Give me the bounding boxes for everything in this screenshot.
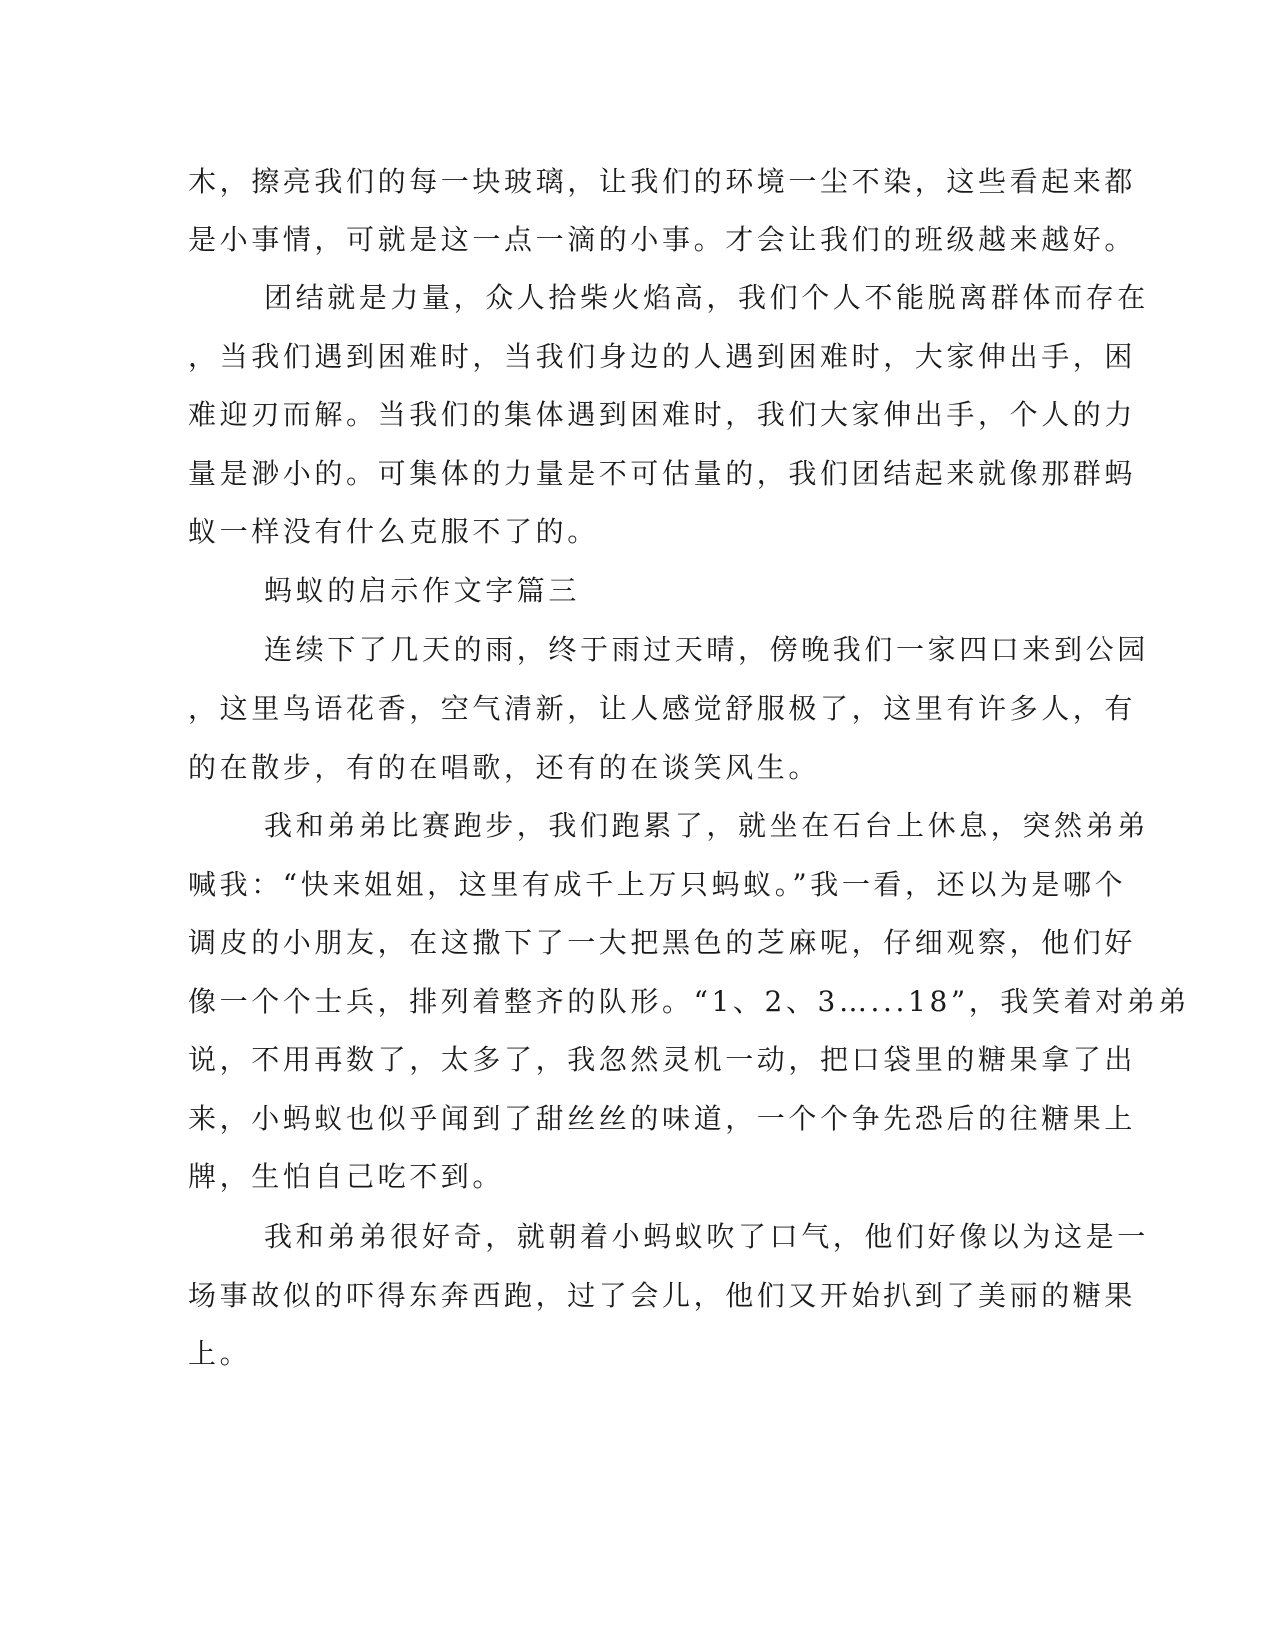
text-line: ，当我们遇到困难时，当我们身边的人遇到困难时，大家伸出手，困 [188, 340, 1137, 373]
text-line: 木，擦亮我们的每一块玻璃，让我们的环境一尘不染，这些看起来都 [188, 165, 1137, 198]
text-line: 团结就是力量，众人拾柴火焰高，我们个人不能脱离群体而存在 [264, 281, 1149, 314]
text-line: 场事故似的吓得东奔西跑，过了会儿，他们又开始扒到了美丽的糖果 [188, 1279, 1137, 1312]
text-line: 是小事情，可就是这一点一滴的小事。才会让我们的班级越来越好。 [188, 223, 1137, 256]
text-line: 上。 [188, 1337, 252, 1370]
text-line: 我和弟弟比赛跑步，我们跑累了，就坐在石台上休息，突然弟弟 [264, 809, 1149, 842]
text-line: ，这里鸟语花香，空气清新，让人感觉舒服极了，这里有许多人，有 [188, 692, 1137, 725]
text-line: 调皮的小朋友，在这撒下了一大把黑色的芝麻呢，仔细观察，他们好 [188, 926, 1137, 959]
text-line: 喊我：“快来姐姐，这里有成千上万只蚂蚁。”我一看，还以为是哪个 [188, 868, 1127, 901]
text-line: 蚁一样没有什么克服不了的。 [188, 515, 599, 548]
text-line: 像一个个士兵，排列着整齐的队形。“1、2、3…...18”，我笑着对弟弟 [188, 985, 1191, 1018]
text-line: 的在散步，有的在唱歌，还有的在谈笑风生。 [188, 751, 821, 784]
text-line: 量是渺小的。可集体的力量是不可估量的，我们团结起来就像那群蚂 [188, 457, 1137, 490]
text-line: 难迎刃而解。当我们的集体遇到困难时，我们大家伸出手，个人的力 [188, 398, 1137, 431]
text-line: 说，不用再数了，太多了，我忽然灵机一动，把口袋里的糖果拿了出 [188, 1043, 1137, 1076]
text-line: 连续下了几天的雨，终于雨过天晴，傍晚我们一家四口来到公园 [264, 633, 1149, 666]
text-line: 牌，生怕自己吃不到。 [188, 1160, 505, 1193]
text-line: 来，小蚂蚁也似乎闻到了甜丝丝的味道，一个个争先恐后的往糖果上 [188, 1102, 1137, 1135]
section-heading: 蚂蚁的启示作文字篇三 [264, 574, 581, 607]
text-line: 我和弟弟很好奇，就朝着小蚂蚁吹了口气，他们好像以为这是一 [264, 1220, 1149, 1253]
